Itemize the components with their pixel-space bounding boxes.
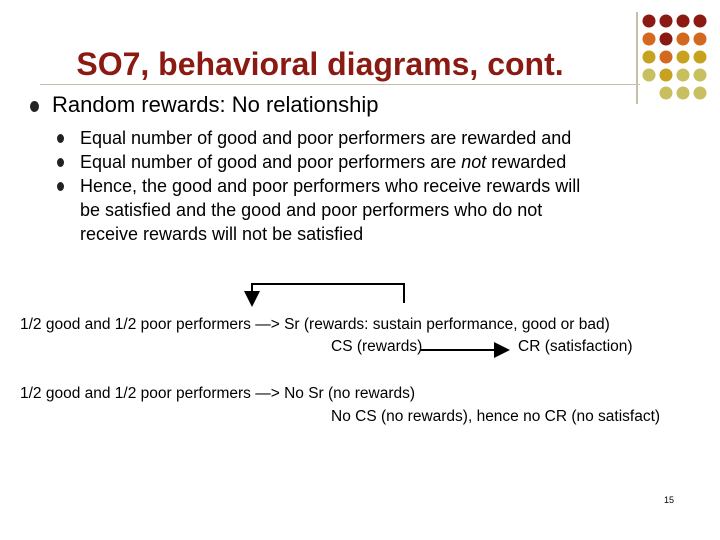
sub-bullet-1: Equal number of good and poor performers are rewarded and bbox=[80, 128, 572, 148]
bracket-arrow bbox=[252, 284, 404, 305]
diagram-cs-label: CS (rewards) bbox=[331, 338, 423, 355]
diagram-no-cs-label: No CS (no rewards), hence no CR (no satisfact) bbox=[331, 408, 661, 425]
sub-bullet-2: Equal number of good and poor performers are not rewarded bbox=[80, 152, 567, 172]
sub-bullet-3: Hence, the good and poor performers who receive rewards will be satisfied and the good and poor performers who do not receive rewards will not be satisfied bbox=[80, 176, 581, 244]
slide-title: SO7, behavioral diagrams, cont. bbox=[76, 46, 564, 82]
page-number: 15 bbox=[664, 495, 675, 505]
diagram-row-rewarded: 1/2 good and 1/2 poor performers —> Sr (rewards: sustain performance, good or bad) bbox=[20, 316, 610, 333]
diagram-cr-label: CR (satisfaction) bbox=[518, 338, 633, 355]
main-bullet-text: Random rewards: No relationship bbox=[52, 92, 379, 117]
diagram-row-not-rewarded: 1/2 good and 1/2 poor performers —> No Sr (no rewards) bbox=[20, 385, 416, 402]
